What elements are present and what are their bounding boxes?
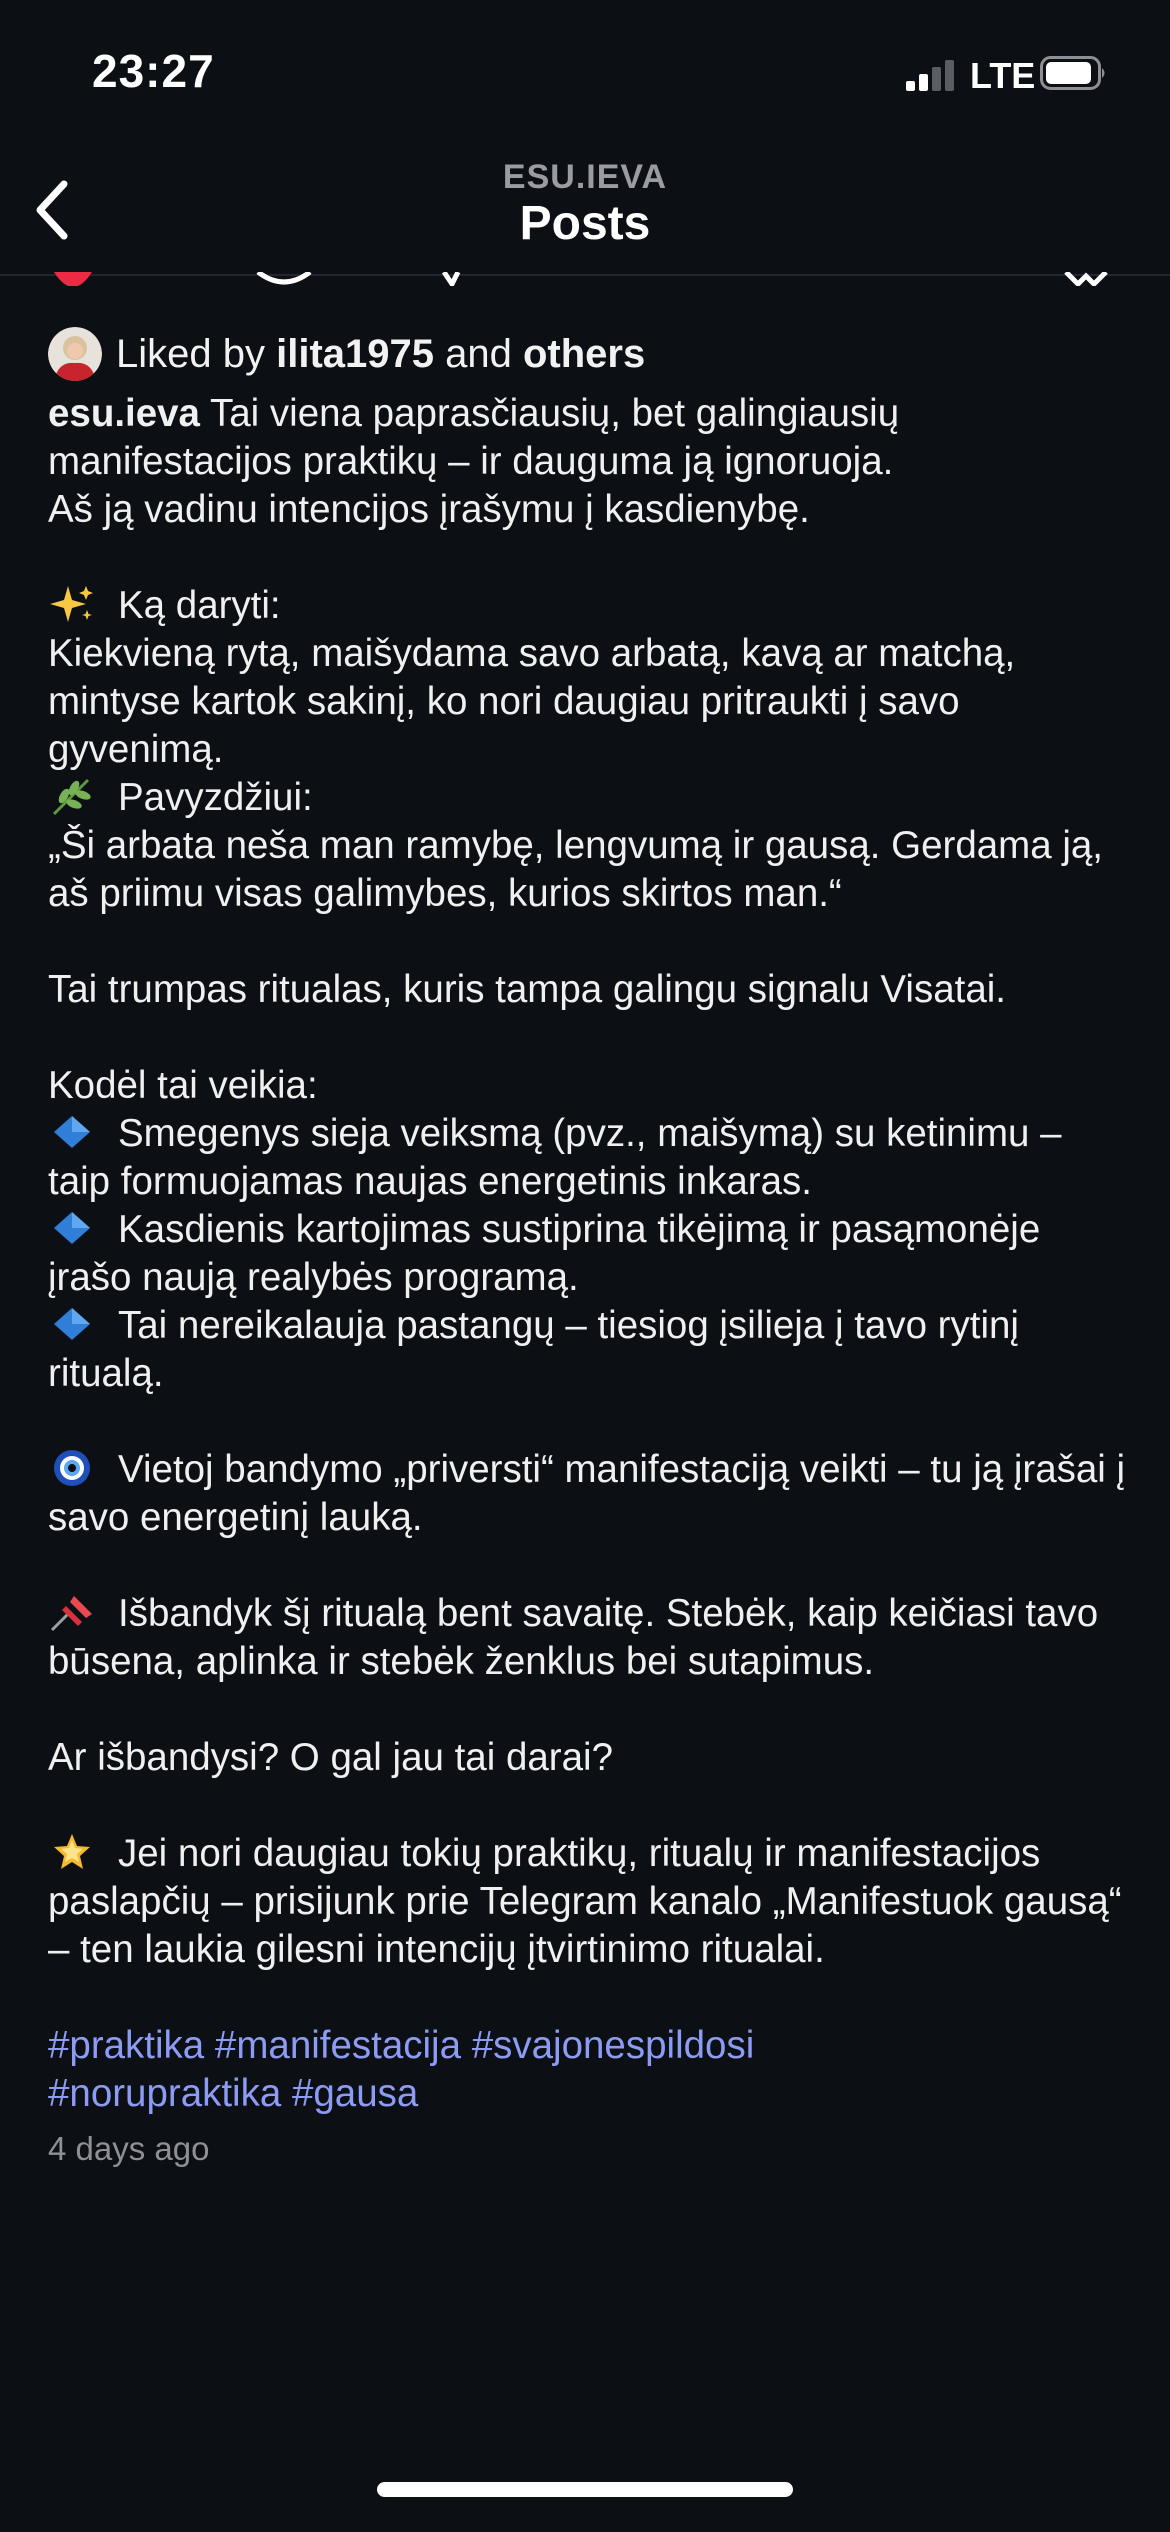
why-point-2: Kasdienis kartojimas sustiprina tikėjimą ir pasąmonėje įrašo naują realybės programą. (48, 1208, 1041, 1299)
cta-text: Jei nori daugiau tokių praktikų, ritualų ir manifestacijos paslapčių – prisijunk prie Telegram kanalo „Manifestuok gausą“ – ten laukia gilesni intencijų įtvirtinimo ritualai. (48, 1832, 1122, 1971)
glowing-star-icon (48, 1832, 96, 1872)
nav-header (0, 150, 1170, 276)
sparkles-icon (48, 584, 96, 624)
hashtag-link[interactable]: #norupraktika (48, 2072, 282, 2115)
caption-intro-1: Tai viena paprasčiausių, bet galingiausių manifestacijos praktikų – ir dauguma ją ignoruoja. (48, 392, 900, 483)
nazar-amulet-icon (48, 1448, 96, 1488)
battery-icon (1040, 56, 1108, 90)
try-text: Išbandyk šį ritualą bent savaitę. Stebėk, kaip keičiasi tavo būsena, aplinka ir stebėk ženklus bei sutapimus. (48, 1592, 1099, 1683)
page-title: Posts (519, 197, 651, 250)
blue-diamond-icon (48, 1208, 96, 1248)
caption-intro-2: Aš ją vadinu intencijos įrašymu į kasdienybę. (48, 488, 810, 531)
liked-others-link[interactable]: others (522, 331, 646, 376)
example-text: „Ši arbata neša man ramybę, lengvumą ir gausą. Gerdama ją, aš priimu visas galimybes, kurios skirtos man.“ (48, 824, 1103, 915)
post-caption (48, 390, 1128, 1974)
status-bar (0, 0, 1170, 150)
liked-and: and (434, 331, 523, 376)
herb-icon (48, 776, 96, 816)
blue-diamond-icon (48, 1112, 96, 1152)
liked-user-link[interactable]: ilita1975 (276, 331, 434, 376)
network-type: LTE (970, 55, 1036, 96)
bookmark-icon[interactable] (1060, 272, 1120, 286)
hashtag-link[interactable]: #manifestacija (214, 2024, 462, 2067)
post-caption-area (48, 320, 1128, 2168)
ritual-text: Tai trumpas ritualas, kuris tampa galingu signalu Visatai. (48, 968, 1006, 1011)
comment-icon[interactable] (254, 272, 314, 286)
hashtags (48, 2022, 1128, 2118)
what-to-do-text: Kiekvieną rytą, maišydama savo arbatą, kavą ar matchą, mintyse kartok sakinį, ko nori daugiau pritraukti į savo gyvenimą. (48, 632, 1016, 771)
post-timestamp: 4 days ago (48, 2130, 210, 2167)
like-heart-icon[interactable] (50, 272, 96, 286)
why-heading: Kodėl tai veikia: (48, 1064, 318, 1107)
home-indicator[interactable] (377, 2482, 793, 2497)
liked-prefix: Liked by (116, 331, 277, 376)
blue-diamond-icon (48, 1304, 96, 1344)
hashtag-link[interactable]: #gausa (291, 2072, 419, 2115)
what-to-do-heading: Ką daryti: (118, 584, 281, 627)
why-point-3: Tai nereikalauja pastangų – tiesiog įsilieja į tavo rytinį ritualą. (48, 1304, 1019, 1395)
question-text: Ar išbandysi? O gal jau tai darai? (48, 1736, 613, 1779)
example-heading: Pavyzdžiui: (118, 776, 313, 819)
hashtag-link[interactable]: #svajonespildosi (471, 2024, 755, 2067)
liker-avatar[interactable] (48, 327, 102, 381)
instead-text: Vietoj bandymo „priversti“ manifestaciją veikti – tu ją įrašai į savo energetinį lauką. (48, 1448, 1126, 1539)
pushpin-icon (48, 1592, 96, 1632)
status-time: 23:27 (92, 45, 215, 97)
account-name: ESU.IEVA (502, 158, 668, 196)
why-point-1: Smegenys sieja veiksmą (pvz., maišymą) su ketinimu – taip formuojamas naujas energetinis inkaras. (48, 1112, 1062, 1203)
cellular-signal-icon (906, 57, 954, 91)
hashtag-link[interactable]: #praktika (48, 2024, 205, 2067)
author-username-link[interactable]: esu.ieva (48, 392, 200, 435)
likes-row[interactable] (48, 320, 1128, 388)
share-icon[interactable] (436, 272, 466, 286)
